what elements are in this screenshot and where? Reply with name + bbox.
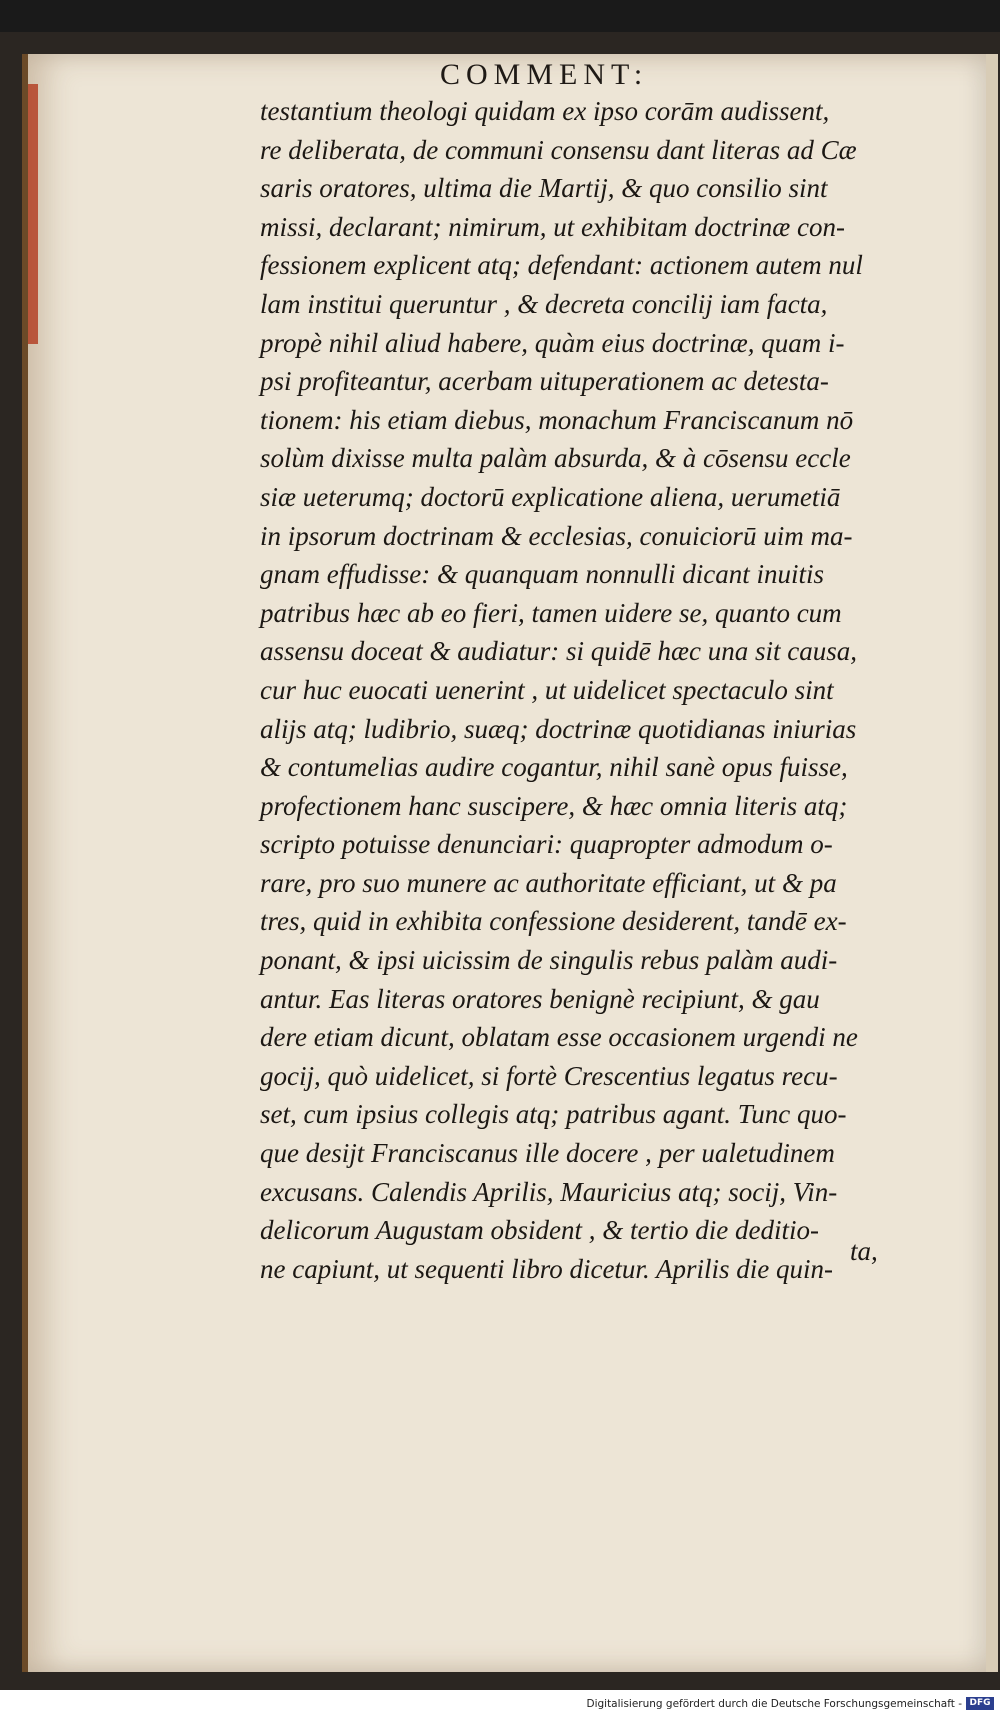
text-line: que desijt Franciscanus ille docere , per ualetudinem xyxy=(260,1138,835,1169)
text-line: propè nihil aliud habere, quàm eius doctrinæ, quam i- xyxy=(260,327,845,358)
text-line: excusans. Calendis Aprilis, Mauricius atq; socij, Vin- xyxy=(260,1176,838,1207)
text-line: rare, pro suo munere ac authoritate efficiant, ut & pa xyxy=(260,867,837,898)
text-line: fessionem explicent atq; defendant: actionem autem nul xyxy=(260,250,863,281)
text-line: delicorum Augustam obsident , & tertio die deditio- xyxy=(260,1215,819,1246)
text-line: dere etiam dicunt, oblatam esse occasionem urgendi ne xyxy=(260,1022,858,1053)
text-line: gocij, quò uidelicet, si fortè Crescentius legatus recu- xyxy=(260,1060,838,1091)
text-line: in ipsorum doctrinam & ecclesias, conuiciorū uim ma- xyxy=(260,520,853,551)
catchword: ta, xyxy=(850,1236,878,1266)
running-head: COMMENT: xyxy=(440,58,649,91)
text-line: ne capiunt, ut sequenti libro dicetur. Aprilis die quin- xyxy=(260,1253,833,1284)
text-line: tionem: his etiam diebus, monachum Franciscanum nō xyxy=(260,404,854,435)
text-line: tres, quid in exhibita confessione desiderent, tandē ex- xyxy=(260,906,847,937)
text-line: lam institui queruntur , & decreta concilij iam facta, xyxy=(260,288,828,319)
footer-credit-text: Digitalisierung gefördert durch die Deutsche Forschungsgemeinschaft - xyxy=(586,1698,962,1710)
text-line: siæ ueterumq; doctorū explicatione aliena, uerumetiā xyxy=(260,481,841,512)
text-line: & contumelias audire cogantur, nihil sanè opus fuisse, xyxy=(260,752,848,783)
dfg-logo: DFG xyxy=(966,1697,994,1710)
text-line: patribus hæc ab eo fieri, tamen uidere se, quanto cum xyxy=(260,597,842,628)
text-line: saris oratores, ultima die Martij, & quo consilio sint xyxy=(260,173,828,204)
text-line: missi, declarant; nimirum, ut exhibitam doctrinæ con- xyxy=(260,211,845,242)
text-line: antur. Eas literas oratores benignè recipiunt, & gau xyxy=(260,983,820,1014)
text-line: profectionem hanc suscipere, & hæc omnia literis atq; xyxy=(260,790,848,821)
top-bar xyxy=(0,0,1000,32)
footer xyxy=(0,1690,1000,1718)
text-line: alijs atq; ludibrio, suæq; doctrinæ quotidianas iniurias xyxy=(260,713,857,744)
spine-edge-mark xyxy=(28,84,38,344)
text-line: solùm dixisse multa palàm absurda, & à cōsensu eccle xyxy=(260,443,851,474)
text-line: re deliberata, de communi consensu dant literas ad Cæ xyxy=(260,134,857,165)
text-line: scripto potuisse denunciari: quapropter admodum o- xyxy=(260,829,833,860)
text-line: cur huc euocati uenerint , ut uidelicet spectaculo sint xyxy=(260,674,834,705)
text-line: set, cum ipsius collegis atq; patribus agant. Tunc quo- xyxy=(260,1099,847,1130)
page-body-text xyxy=(260,92,920,1288)
text-line: gnam effudisse: & quanquam nonnulli dicant inuitis xyxy=(260,559,824,590)
text-line: psi profiteantur, acerbam uituperationem ac detesta- xyxy=(260,366,829,397)
text-line: ponant, & ipsi uicissim de singulis rebus palàm audi- xyxy=(260,945,838,976)
text-line: assensu doceat & audiatur: si quidē hæc una sit causa, xyxy=(260,636,857,667)
text-line: testantium theologi quidam ex ipso corām audissent, xyxy=(260,96,830,126)
